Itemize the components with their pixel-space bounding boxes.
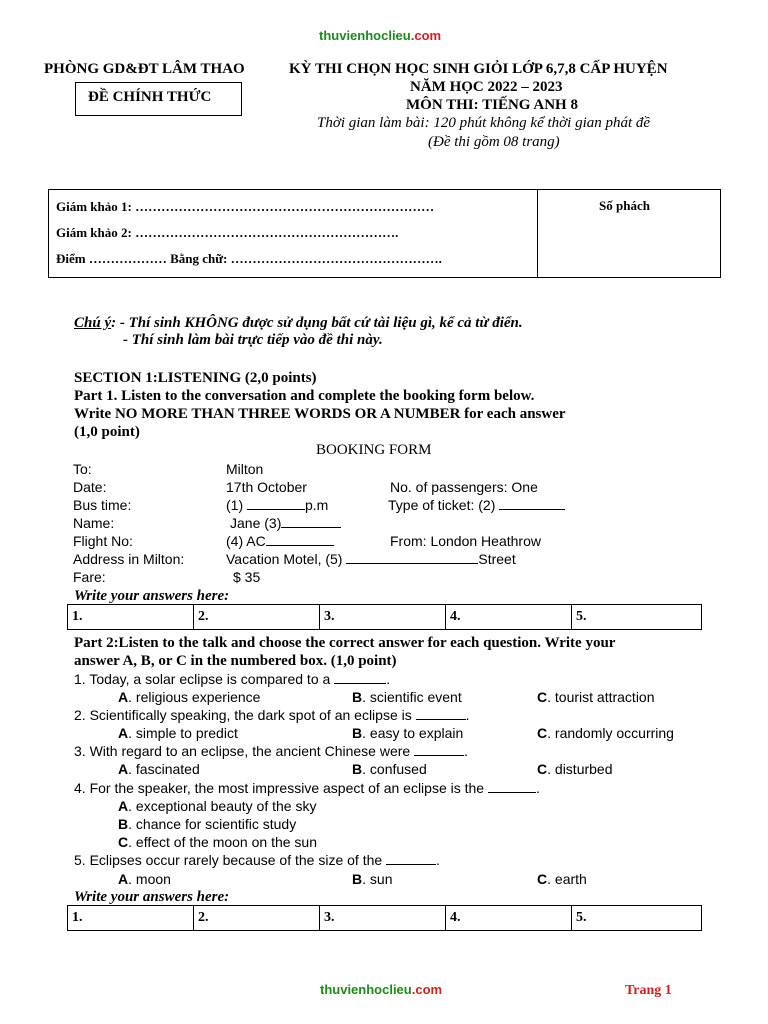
page-number: Trang 1 — [625, 983, 672, 998]
q5-option-c[interactable] — [537, 871, 587, 887]
question-2 — [74, 707, 470, 723]
q1-option-a[interactable] — [118, 689, 260, 705]
option-text: . tourist attraction — [547, 689, 655, 705]
question-4 — [74, 780, 540, 796]
form-flight-value — [226, 533, 334, 549]
flight-text: (4) AC — [226, 533, 266, 549]
question-3 — [74, 743, 468, 759]
question-3-text: 3. With regard to an eclipse, the ancient Chinese were — [74, 743, 415, 759]
question-5-blank — [386, 852, 436, 865]
q3-option-c[interactable] — [537, 761, 613, 777]
form-bus-label: Bus time: — [73, 497, 132, 513]
note-colon: : — [111, 315, 117, 331]
form-address-label: Address in Milton: — [73, 551, 185, 567]
answer-box-1[interactable]: 1. — [68, 605, 194, 630]
form-to-value: Milton — [226, 461, 264, 477]
form-date-value: 17th October — [226, 479, 307, 495]
option-letter: C — [537, 689, 548, 705]
write-answers-label-1: Write your answers here: — [74, 588, 230, 604]
option-letter: C — [537, 725, 548, 741]
site-domain: .com — [410, 28, 442, 43]
question-1-tail: . — [386, 671, 391, 687]
option-text: . moon — [128, 871, 171, 887]
address-text: Vacation Motel, (5) — [226, 551, 347, 567]
name-text: Jane (3) — [230, 515, 282, 531]
section-1-title: SECTION 1:LISTENING (2,0 points) — [74, 370, 317, 386]
q2-option-b[interactable] — [352, 725, 463, 741]
q3-option-a[interactable] — [118, 761, 200, 777]
option-letter: A — [118, 798, 129, 814]
question-2-tail: . — [465, 707, 470, 723]
grader-1-line: Giám khảo 1: …………………………………………………………… — [56, 199, 435, 214]
option-text: . effect of the moon on the sun — [128, 834, 317, 850]
option-text: . disturbed — [547, 761, 613, 777]
subject: MÔN THI: TIẾNG ANH 8 — [406, 97, 578, 113]
blank-5[interactable] — [346, 551, 478, 564]
form-bus-value — [226, 497, 328, 513]
part-2-instruction-1: Part 2:Listen to the talk and choose the correct answer for each question. Write your — [74, 635, 616, 651]
form-to-label: To: — [73, 461, 92, 477]
blank-1[interactable] — [247, 497, 305, 510]
score-line: Điểm ……………… Bằng chữ: …………………………………………. — [56, 251, 442, 266]
note-text-1: - Thí sinh KHÔNG được sử dụng bất cứ tài liệu gì, kể cả từ điển. — [116, 315, 523, 331]
q3-option-b[interactable] — [352, 761, 427, 777]
form-fare-value: $ 35 — [233, 569, 261, 585]
option-text: . religious experience — [128, 689, 261, 705]
q2-option-c[interactable] — [537, 725, 674, 741]
blank-3[interactable] — [281, 515, 341, 528]
option-letter: A — [118, 871, 129, 887]
q5-option-b[interactable] — [352, 871, 392, 887]
q1-option-b[interactable] — [352, 689, 462, 705]
site-name: thuvienhoclieu — [320, 982, 412, 997]
option-text: . simple to predict — [128, 725, 238, 741]
option-letter: B — [118, 816, 129, 832]
option-text: . scientific event — [362, 689, 462, 705]
site-name: thuvienhoclieu — [319, 28, 411, 43]
option-letter: C — [118, 834, 129, 850]
question-5-tail: . — [436, 852, 440, 868]
site-link-top[interactable] — [319, 28, 441, 43]
form-name-value — [230, 515, 341, 531]
answer-box-5[interactable]: 5. — [572, 906, 702, 931]
part-1-instruction-2: Write NO MORE THAN THREE WORDS OR A NUMBER for each answer — [74, 406, 566, 422]
blank-2[interactable] — [499, 497, 565, 510]
option-letter: B — [352, 761, 363, 777]
question-5-text: 5. Eclipses occur rarely because of the size of the — [74, 852, 387, 868]
option-letter: B — [352, 871, 363, 887]
option-text: . randomly occurring — [547, 725, 674, 741]
booking-form-title: BOOKING FORM — [316, 442, 432, 458]
question-3-blank — [414, 743, 464, 756]
q4-option-a[interactable] — [118, 798, 316, 814]
question-2-text: 2. Scientifically speaking, the dark spot of an eclipse is — [74, 707, 416, 723]
bus-number: (1) — [226, 497, 247, 513]
answer-box-4[interactable]: 4. — [446, 605, 572, 630]
answer-box-3[interactable]: 3. — [320, 605, 446, 630]
option-text: . confused — [362, 761, 427, 777]
address-suffix: Street — [478, 551, 516, 567]
blank-4[interactable] — [266, 533, 334, 546]
question-1 — [74, 671, 390, 687]
option-letter: B — [352, 689, 363, 705]
answer-table-2 — [67, 905, 702, 931]
time-note: Thời gian làm bài: 120 phút không kể thời gian phát đề — [317, 115, 651, 131]
ticket-label: Type of ticket: (2) — [388, 497, 500, 513]
option-text: . earth — [547, 871, 587, 887]
form-name-label: Name: — [73, 515, 115, 531]
option-letter: B — [352, 725, 363, 741]
option-text: . exceptional beauty of the sky — [128, 798, 317, 814]
form-ticket — [388, 497, 565, 513]
note-line-2: - Thí sinh làm bài trực tiếp vào đề thi này. — [123, 332, 383, 348]
q4-option-b[interactable] — [118, 816, 296, 832]
question-1-text: 1. Today, a solar eclipse is compared to a — [74, 671, 335, 687]
option-text: . sun — [362, 871, 393, 887]
school-year: NĂM HỌC 2022 – 2023 — [410, 79, 563, 95]
answer-box-2[interactable]: 2. — [194, 906, 320, 931]
question-3-tail: . — [464, 743, 468, 759]
form-fare-label: Fare: — [73, 569, 106, 585]
write-answers-label-2: Write your answers here: — [74, 889, 230, 905]
option-letter: A — [118, 761, 129, 777]
q4-option-c[interactable] — [118, 834, 317, 850]
answer-box-4[interactable]: 4. — [446, 906, 572, 931]
question-4-blank — [488, 780, 536, 793]
note-label: Chú ý — [74, 315, 112, 331]
question-2-blank — [416, 707, 466, 720]
option-letter: A — [118, 725, 129, 741]
form-flight-label: Flight No: — [73, 533, 133, 549]
form-passengers: No. of passengers: One — [390, 479, 538, 495]
form-address-value — [226, 551, 516, 567]
exam-title: KỲ THI CHỌN HỌC SINH GIỎI LỚP 6,7,8 CẤP HUYỆN — [289, 61, 668, 77]
question-1-blank — [334, 671, 386, 684]
grader-2-line: Giám khảo 2: ……………………………………………………. — [56, 225, 399, 240]
bus-suffix: p.m — [305, 497, 329, 513]
pages-note: (Đề thi gồm 08 trang) — [428, 134, 560, 150]
form-from: From: London Heathrow — [390, 533, 541, 549]
answer-box-2[interactable]: 2. — [194, 605, 320, 630]
q5-option-a[interactable] — [118, 871, 171, 887]
grader-divider — [537, 189, 538, 277]
option-text: . fascinated — [128, 761, 200, 777]
answer-box-1[interactable]: 1. — [68, 906, 194, 931]
option-letter: C — [537, 871, 548, 887]
answer-table-1 — [67, 604, 702, 630]
official-label: ĐỀ CHÍNH THỨC — [88, 89, 212, 105]
q2-option-a[interactable] — [118, 725, 238, 741]
question-4-tail: . — [535, 780, 540, 796]
department: PHÒNG GD&ĐT LÂM THAO — [44, 61, 245, 77]
option-letter: A — [118, 689, 129, 705]
option-text: . chance for scientific study — [128, 816, 297, 832]
note-line-1 — [74, 315, 523, 332]
answer-box-5[interactable]: 5. — [572, 605, 702, 630]
site-link-bottom[interactable] — [320, 982, 442, 997]
q1-option-c[interactable] — [537, 689, 655, 705]
answer-box-3[interactable]: 3. — [320, 906, 446, 931]
form-date-label: Date: — [73, 479, 107, 495]
so-phach-label: Số phách — [599, 198, 650, 213]
part-1-instruction-3: (1,0 point) — [74, 424, 140, 440]
question-5 — [74, 852, 440, 868]
option-text: . easy to explain — [362, 725, 464, 741]
part-2-instruction-2: answer A, B, or C in the numbered box. (1,0 point) — [74, 653, 397, 669]
option-letter: C — [537, 761, 548, 777]
site-domain: .com — [411, 982, 443, 997]
part-1-instruction-1: Part 1. Listen to the conversation and complete the booking form below. — [74, 388, 535, 404]
question-4-text: 4. For the speaker, the most impressive aspect of an eclipse is the — [74, 780, 488, 796]
